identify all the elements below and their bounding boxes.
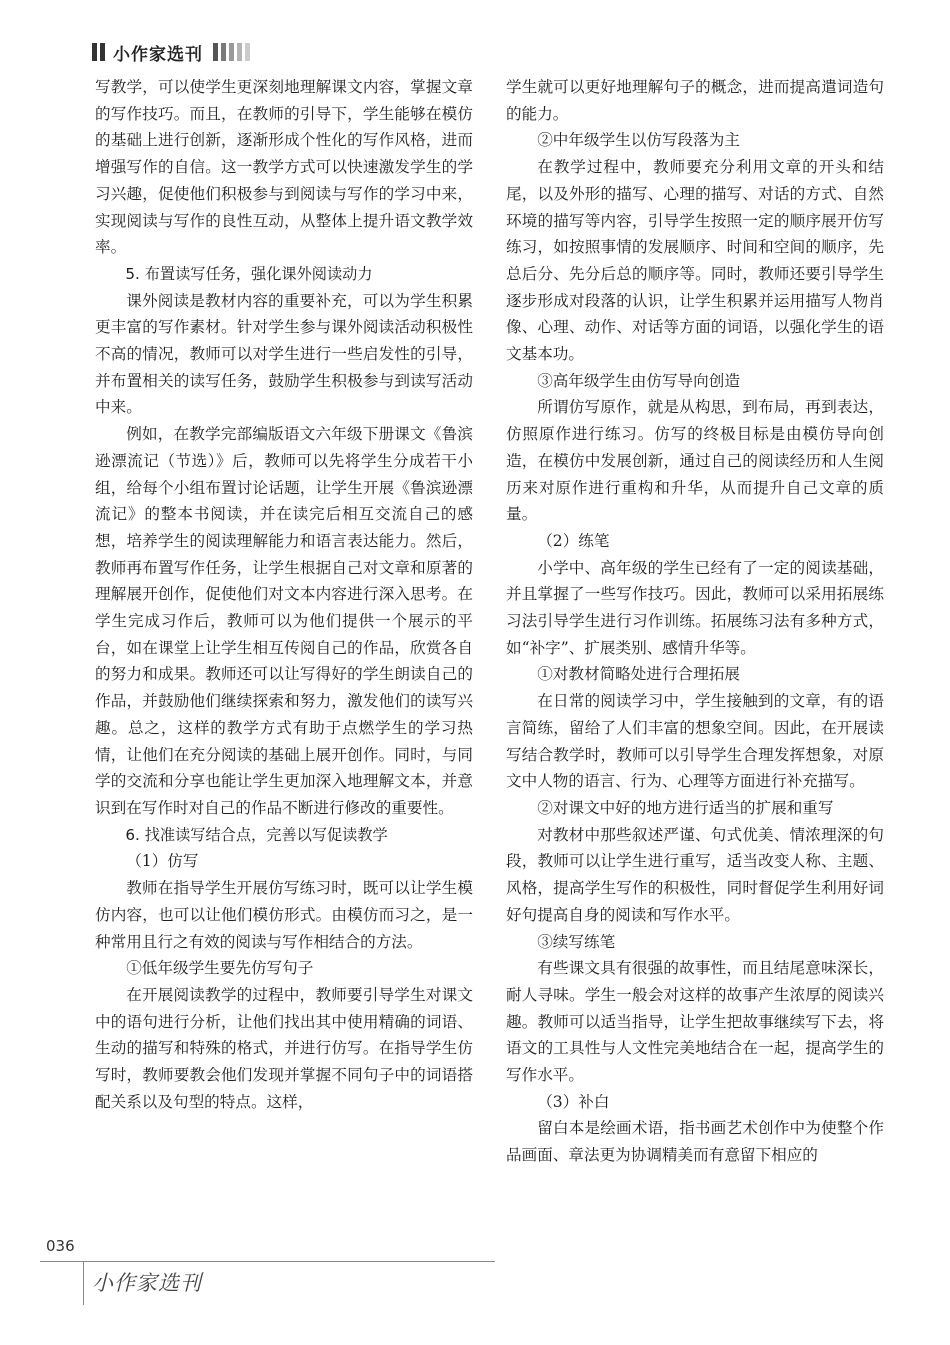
section-heading: 6. 找准读写结合点，完善以写促读教学	[125, 825, 388, 844]
paragraph: ①低年级学生要先仿写句子	[126, 959, 314, 978]
section-heading: 5. 布置读写任务，强化课外阅读动力	[125, 264, 373, 283]
paragraph: 所谓仿写原作，就是从构思，到布局，再到表达，仿照原作进行练习。仿写的终极目标是由模仿导向创造，在模仿中发展创新，通过自己的阅读经历和人生阅历来对原作进行重构和升华，从而提升自己文章的质量。	[506, 398, 884, 524]
paragraph: （1）仿写	[126, 852, 199, 871]
footer-logo: 小作家选刊	[92, 1271, 202, 1295]
paragraph: 有些课文具有很强的故事性，而且结尾意味深长，耐人寻味。学生一般会对这样的故事产生浓厚的阅读兴趣。教师可以适当指导，让学生把故事继续写下去，将语文的工具性与人文性完美地结合在一起，提高学生的写作水平。	[506, 959, 884, 1085]
paragraph: 写教学，可以使学生更深刻地理解课文内容，掌握文章的写作技巧。而且，在教师的引导下，学生能够在模仿的基础上进行创新，逐渐形成个性化的写作风格，进而增强写作的自信。这一教学方式可以快速激发学生的学习兴趣，促使他们积极参与到阅读与写作的学习中来，实现阅读与写作的良性互动，从整体上提升语文教学效率。	[95, 78, 473, 257]
paragraph: 教师在指导学生开展仿写练习时，既可以让学生模仿内容，也可以让他们模仿形式。由模仿而习之，是一种常用且行之有效的阅读与写作相结合的方法。	[95, 879, 473, 951]
paragraph: 在开展阅读教学的过程中，教师要引导学生对课文中的语句进行分析，让他们找出其中使用精确的词语、生动的描写和特殊的格式，并进行仿写。在指导学生仿写时，教师要教会他们发现并掌握不同句子中的词语搭配关系以及句型的特点。这样，	[95, 985, 473, 1111]
paragraph: ①对教材简略处进行合理拓展	[537, 665, 740, 684]
footer-vertical-rule	[83, 1261, 84, 1305]
header-gradient-bars-icon	[213, 43, 250, 61]
paragraph: 学生就可以更好地理解句子的概念，进而提高遣词造句的能力。	[506, 78, 884, 123]
journal-title: 小作家选刊	[113, 44, 203, 65]
paragraph: （3）补白	[537, 1092, 610, 1111]
paragraph: 小学中、高年级的学生已经有了一定的阅读基础，并且掌握了一些写作技巧。因此，教师可以采用拓展练习法引导学生进行习作训练。拓展练习法有多种方式，如“补字”、扩展类别、感情升华等。	[506, 558, 884, 657]
left-column	[95, 74, 473, 1115]
paragraph: （2）练笔	[537, 531, 610, 550]
paragraph: 对教材中那些叙述严谨、句式优美、情浓理深的句段，教师可以让学生进行重写，适当改变人称、主题、风格，提高学生写作的积极性，同时督促学生利用好词好句提高自身的阅读和写作水平。	[506, 825, 884, 924]
running-header	[92, 40, 250, 64]
footer-rule	[40, 1261, 495, 1262]
paragraph: 在日常的阅读学习中，学生接触到的文章，有的语言简练，留给了人们丰富的想象空间。因此，在开展读写结合教学时，教师可以引导学生合理发挥想象，对原文中人物的语言、行为、心理等方面进行补充描写。	[506, 692, 884, 791]
paragraph: 课外阅读是教材内容的重要补充，可以为学生积累更丰富的写作素材。针对学生参与课外阅读活动积极性不高的情况，教师可以对学生进行一些启发性的引导，并布置相关的读写任务，鼓励学生积极参与到读写活动中来。	[95, 291, 473, 417]
paragraph: ③高年级学生由仿写导向创造	[537, 371, 740, 390]
paragraph: 在教学过程中，教师要充分利用文章的开头和结尾，以及外形的描写、心理的描写、对话的方式、自然环境的描写等内容，引导学生按照一定的顺序展开仿写练习，如按照事情的发展顺序、时间和空间的顺序，先总后分、先分后总的顺序等。同时，教师还要引导学生逐步形成对段落的认识，让学生积累并运用描写人物肖像、心理、动作、对话等方面的词语，以强化学生的语文基本功。	[506, 158, 884, 364]
right-column	[506, 74, 884, 1169]
paragraph: ②对课文中好的地方进行适当的扩展和重写	[537, 798, 834, 817]
page-number: 036	[46, 1237, 75, 1255]
paragraph: ②中年级学生以仿写段落为主	[537, 131, 740, 150]
paragraph: 留白本是绘画术语，指书画艺术创作中为使整个作品画面、章法更为协调精美而有意留下相应的	[506, 1119, 884, 1165]
header-bars-icon	[92, 43, 105, 61]
paragraph: 例如，在教学完部编版语文六年级下册课文《鲁滨逊漂流记（节选）》后，教师可以先将学生分成若干小组，给每个小组布置讨论话题，让学生开展《鲁滨逊漂流记》的整本书阅读，并在读完后相互交流自己的感想，培养学生的阅读理解能力和语言表达能力。然后，教师再布置写作任务，让学生根据自己对文章和原著的理解展开创作，促使他们对文本内容进行深入思考。在学生完成习作后，教师可以为他们提供一个展示的平台，如在课堂上让学生相互传阅自己的作品，欣赏各自的努力和成果。教师还可以让写得好的学生朗读自己的作品，并鼓励他们继续探索和努力，激发他们的读写兴趣。总之，这样的教学方式有助于点燃学生的学习热情，让他们在充分阅读的基础上展开创作。同时，与同学的交流和分享也能让学生更加深入地理解文本，并意识到在写作时对自己的作品不断进行修改的重要性。	[95, 425, 473, 817]
paragraph: ③续写练笔	[537, 932, 616, 951]
